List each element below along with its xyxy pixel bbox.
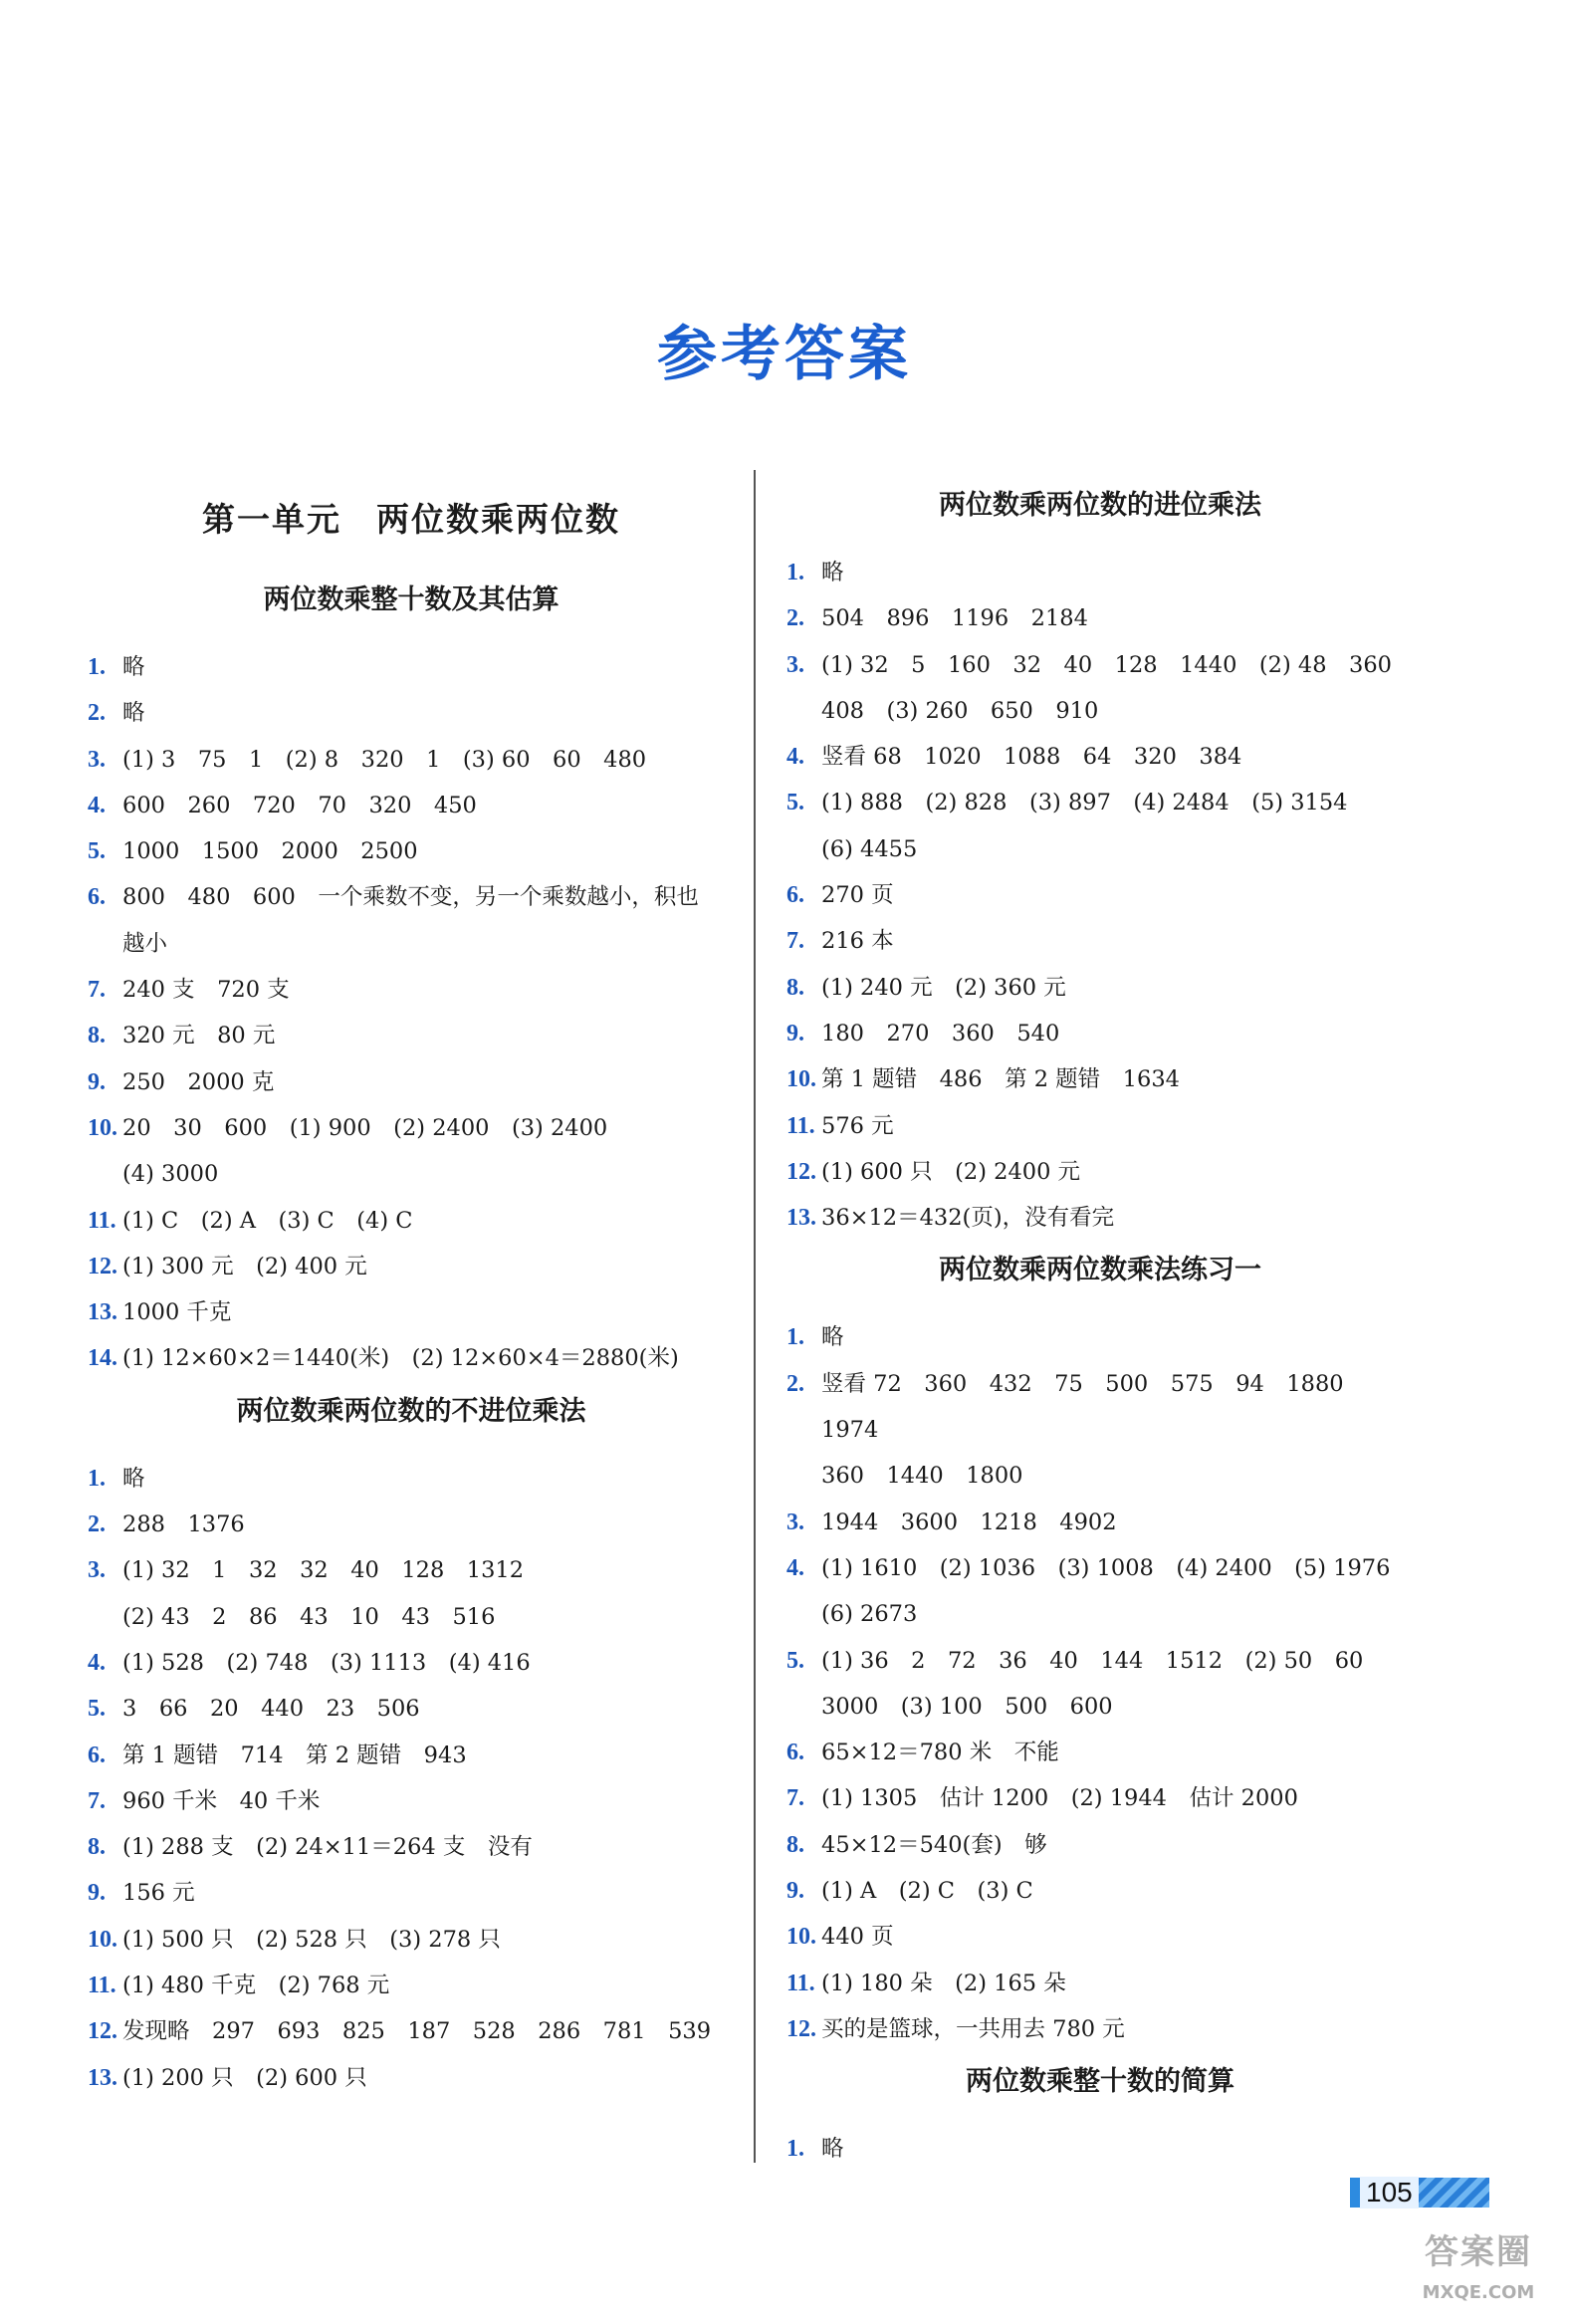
section-title: 两位数乘两位数的进位乘法 <box>939 490 1261 521</box>
watermark-logo <box>1394 2222 1563 2318</box>
badge-decoration <box>1419 2178 1489 2208</box>
answer-list <box>786 550 1414 1241</box>
answer-item <box>88 1870 735 1916</box>
left-sections <box>88 581 735 2101</box>
answer-item <box>88 1502 735 1547</box>
answer-item <box>88 737 735 783</box>
answer-text: 600 260 720 70 320 450 <box>122 792 477 818</box>
answer-item <box>88 1594 735 1640</box>
answer-item <box>786 1195 1414 1241</box>
answer-text: 504 896 1196 2184 <box>821 605 1088 632</box>
section-title: 两位数乘两位数乘法练习一 <box>939 1255 1261 1286</box>
answer-number: 2. <box>786 605 804 632</box>
answer-item <box>88 1151 735 1197</box>
page-number: 105 <box>1360 2177 1419 2208</box>
answer-text: 360 1440 1800 <box>821 1463 1023 1490</box>
answer-item <box>88 690 735 736</box>
answer-text: (2) 43 2 86 43 10 43 516 <box>122 1603 496 1630</box>
answer-item <box>88 1640 735 1686</box>
answer-number: 12. <box>88 1253 117 1279</box>
answer-item <box>786 1500 1414 1545</box>
answer-item <box>786 1914 1414 1960</box>
answer-number: 13. <box>88 2064 117 2091</box>
answer-list <box>88 644 735 1382</box>
answer-text: 45×12＝540(套) 够 <box>821 1831 1047 1858</box>
answer-text: (1) 288 支 (2) 24×11＝264 支 没有 <box>122 1834 533 1861</box>
answer-number <box>786 1684 816 1730</box>
answer-number: 2. <box>786 1370 804 1397</box>
answer-text: (1) 888 (2) 828 (3) 897 (4) 2484 (5) 3154 <box>821 790 1348 816</box>
answer-number: 7. <box>88 1787 106 1814</box>
answer-text: 1000 千克 <box>122 1299 232 1326</box>
answer-text: 288 1376 <box>122 1511 245 1538</box>
answer-item <box>88 1105 735 1151</box>
answer-item <box>786 1638 1414 1684</box>
answer-text: 1000 1500 2000 2500 <box>122 838 418 865</box>
answer-text: 越小 <box>122 930 168 957</box>
unit-title: 第一单元 两位数乘两位数 <box>202 500 620 539</box>
answer-text: 270 页 <box>821 882 894 909</box>
answer-item <box>88 2008 735 2054</box>
answer-number: 7. <box>786 1785 804 1812</box>
answer-number: 1. <box>88 654 106 680</box>
answer-item <box>88 1733 735 1778</box>
answer-number: 4. <box>88 1649 106 1676</box>
answer-number: 3. <box>786 651 804 678</box>
answer-item <box>88 1963 735 2008</box>
answer-item <box>786 780 1414 825</box>
answer-text: (1) 1305 估计 1200 (2) 1944 估计 2000 <box>821 1785 1298 1812</box>
answer-number: 11. <box>88 1207 116 1234</box>
right-column <box>786 486 1414 2173</box>
answer-text: (1) 1610 (2) 1036 (3) 1008 (4) 2400 (5) 1976 <box>821 1554 1391 1581</box>
answer-text: (1) 300 元 (2) 400 元 <box>122 1253 367 1279</box>
answer-number: 6. <box>786 1740 804 1766</box>
answer-item <box>786 1103 1414 1149</box>
answer-text: (1) 3 75 1 (2) 8 320 1 (3) 60 60 480 <box>122 746 647 773</box>
answer-number: 8. <box>88 1023 106 1049</box>
answer-item <box>786 872 1414 918</box>
answer-number: 5. <box>88 838 106 865</box>
answer-item <box>786 1684 1414 1730</box>
answer-item <box>786 826 1414 872</box>
answer-item <box>786 1868 1414 1914</box>
answer-text: 320 元 80 元 <box>122 1023 276 1049</box>
answer-text: 408 (3) 260 650 910 <box>821 697 1099 724</box>
answer-item <box>88 967 735 1013</box>
answer-text: (1) 500 只 (2) 528 只 (3) 278 只 <box>122 1926 501 1953</box>
badge-bar <box>1350 2178 1360 2208</box>
answer-text: (1) 32 5 160 32 40 128 1440 (2) 48 360 <box>821 651 1392 678</box>
answer-number: 6. <box>88 884 106 911</box>
answer-number: 1. <box>786 2136 804 2163</box>
answer-item <box>88 1686 735 1732</box>
answer-item <box>786 734 1414 780</box>
answer-item <box>786 1453 1414 1499</box>
answer-text: (1) 36 2 72 36 40 144 1512 (2) 50 60 <box>821 1647 1364 1674</box>
answer-item <box>88 2055 735 2101</box>
answer-number: 10. <box>786 1924 816 1951</box>
answer-text: (4) 3000 <box>122 1161 219 1188</box>
answer-number: 5. <box>88 1696 106 1723</box>
watermark-text: 答案圈 <box>1425 2232 1532 2272</box>
answer-number: 9. <box>786 1020 804 1046</box>
answer-text: 800 480 600 一个乘数不变，另一个乘数越小，积也 <box>122 884 699 911</box>
answer-text: 略 <box>122 654 145 680</box>
answer-text: 略 <box>821 560 844 585</box>
answer-number: 8. <box>786 1831 804 1858</box>
answer-number: 9. <box>88 1068 106 1095</box>
answer-item <box>88 874 735 920</box>
answer-text: (1) 480 千克 (2) 768 元 <box>122 1973 390 1999</box>
answer-number: 11. <box>786 1112 815 1139</box>
answer-item <box>88 921 735 967</box>
answer-text: 3000 (3) 100 500 600 <box>821 1693 1113 1720</box>
answer-text: (1) C (2) A (3) C (4) C <box>122 1207 413 1234</box>
answer-text: 156 元 <box>122 1880 195 1907</box>
answer-text: 250 2000 克 <box>122 1068 275 1095</box>
answer-text: (1) 12×60×2＝1440(米) (2) 12×60×4＝2880(米) <box>122 1345 679 1372</box>
answer-text: 竖看 72 360 432 75 500 575 94 1880 1974 <box>821 1370 1367 1444</box>
answer-item <box>88 1289 735 1335</box>
answer-number: 1. <box>786 1324 804 1351</box>
answer-item <box>786 1822 1414 1868</box>
answer-item <box>88 1059 735 1105</box>
section-title: 两位数乘整十数的简算 <box>966 2066 1234 2098</box>
answer-item <box>786 965 1414 1011</box>
answer-text: (1) 528 (2) 748 (3) 1113 (4) 416 <box>122 1649 531 1676</box>
answer-number: 4. <box>786 1554 804 1581</box>
answer-number: 1. <box>786 560 804 585</box>
answer-number: 3. <box>786 1509 804 1535</box>
answer-number: 5. <box>786 1647 804 1674</box>
answer-number: 11. <box>786 1970 815 1996</box>
answer-text: (1) 240 元 (2) 360 元 <box>821 974 1066 1001</box>
answer-number <box>88 1151 117 1197</box>
answer-number: 12. <box>88 2018 117 2045</box>
answer-item <box>88 1547 735 1593</box>
answer-number: 9. <box>88 1880 106 1907</box>
answer-number: 7. <box>88 977 106 1004</box>
answer-item <box>88 1778 735 1824</box>
answer-number: 13. <box>786 1205 816 1232</box>
answer-item <box>786 1961 1414 2006</box>
answer-text: 略 <box>122 700 145 727</box>
answer-item <box>88 1917 735 1963</box>
answer-number <box>786 1453 816 1499</box>
section-title: 两位数乘整十数及其估算 <box>263 584 560 615</box>
answer-number: 6. <box>786 882 804 909</box>
answer-number: 12. <box>786 2015 816 2042</box>
answer-item <box>88 1456 735 1502</box>
answer-item <box>786 1056 1414 1102</box>
answer-number <box>786 688 816 734</box>
answer-text: 买的是篮球，一共用去 780 元 <box>821 2015 1125 2042</box>
answer-item <box>786 688 1414 734</box>
answer-item <box>88 1244 735 1289</box>
answer-item <box>88 1824 735 1870</box>
answer-text: 240 支 720 支 <box>122 977 290 1004</box>
answer-text: 65×12＝780 米 不能 <box>821 1740 1059 1766</box>
answer-number: 13. <box>88 1299 117 1326</box>
answer-number <box>88 921 117 967</box>
answer-number: 2. <box>88 1511 106 1538</box>
answer-item <box>88 1198 735 1244</box>
answer-item <box>88 1013 735 1058</box>
answer-number: 8. <box>786 974 804 1001</box>
answer-item <box>88 828 735 874</box>
answer-item <box>88 644 735 690</box>
answer-text: 440 页 <box>821 1924 894 1951</box>
answer-text: 略 <box>122 1465 145 1492</box>
answer-item <box>786 1775 1414 1821</box>
answer-number: 10. <box>88 1114 117 1141</box>
answer-text: 36×12＝432(页)，没有看完 <box>821 1205 1115 1232</box>
answer-list <box>786 1314 1414 2052</box>
answer-number: 3. <box>88 746 106 773</box>
answer-text: 第 1 题错 486 第 2 题错 1634 <box>821 1066 1180 1093</box>
answer-text: (1) 32 1 32 32 40 128 1312 <box>122 1557 525 1584</box>
answer-list <box>88 1456 735 2101</box>
answer-text: 20 30 600 (1) 900 (2) 2400 (3) 2400 <box>122 1114 608 1141</box>
answer-number: 2. <box>88 700 106 727</box>
answer-number: 11. <box>88 1973 116 1999</box>
answer-item <box>786 1545 1414 1591</box>
answer-number: 12. <box>786 1158 816 1185</box>
answer-text: 发现略 297 693 825 187 528 286 781 539 <box>122 2018 712 2045</box>
right-sections <box>786 486 1414 2173</box>
answer-number: 14. <box>88 1345 117 1372</box>
answer-number <box>88 1594 117 1640</box>
answer-text: 第 1 题错 714 第 2 题错 943 <box>122 1742 467 1768</box>
answer-item <box>786 1730 1414 1775</box>
answer-item <box>786 1011 1414 1056</box>
answer-number: 7. <box>786 928 804 955</box>
answer-text: 960 千米 40 千米 <box>122 1787 321 1814</box>
answer-number: 4. <box>88 792 106 818</box>
answer-number: 3. <box>88 1557 106 1584</box>
left-column <box>88 486 735 2101</box>
answer-list <box>786 2126 1414 2172</box>
watermark-url: MXQE.COM <box>1422 2282 1535 2303</box>
page-number-badge <box>1350 2178 1489 2208</box>
answer-item <box>786 642 1414 688</box>
answer-item <box>786 2126 1414 2172</box>
answer-text: 竖看 68 1020 1088 64 320 384 <box>821 744 1242 771</box>
answer-item <box>786 918 1414 964</box>
section-title: 两位数乘两位数的不进位乘法 <box>236 1395 586 1427</box>
answer-text: (1) 180 朵 (2) 165 朵 <box>821 1970 1066 1996</box>
page-title: 参考答案 <box>657 320 912 389</box>
answer-item <box>786 1149 1414 1195</box>
answer-text: 略 <box>821 1324 844 1351</box>
answer-number: 1. <box>88 1465 106 1492</box>
answer-number: 10. <box>786 1066 816 1093</box>
answer-number <box>786 1591 816 1637</box>
answer-text: (6) 2673 <box>821 1601 918 1628</box>
answer-number: 5. <box>786 790 804 816</box>
answer-text: (1) 200 只 (2) 600 只 <box>122 2064 367 2091</box>
answer-number: 6. <box>88 1742 106 1768</box>
answer-text: 216 本 <box>821 928 894 955</box>
column-divider <box>754 470 756 2163</box>
answer-number: 4. <box>786 744 804 771</box>
answer-item <box>88 1335 735 1381</box>
answer-text: 3 66 20 440 23 506 <box>122 1696 420 1723</box>
answer-text: 180 270 360 540 <box>821 1020 1060 1046</box>
answer-text: 略 <box>821 2136 844 2163</box>
answer-text: (6) 4455 <box>821 835 918 862</box>
answer-item <box>88 783 735 828</box>
answer-number <box>786 826 816 872</box>
answer-item <box>786 1361 1414 1454</box>
answer-text: (1) A (2) C (3) C <box>821 1878 1033 1905</box>
answer-item <box>786 1314 1414 1360</box>
answer-text: 1944 3600 1218 4902 <box>821 1509 1117 1535</box>
answer-number: 8. <box>88 1834 106 1861</box>
answer-text: (1) 600 只 (2) 2400 元 <box>821 1158 1081 1185</box>
answer-item <box>786 2006 1414 2052</box>
answer-item <box>786 1591 1414 1637</box>
answer-item <box>786 595 1414 641</box>
answer-text: 576 元 <box>821 1112 894 1139</box>
answer-number: 9. <box>786 1878 804 1905</box>
answer-item <box>786 550 1414 595</box>
answer-number: 10. <box>88 1926 117 1953</box>
